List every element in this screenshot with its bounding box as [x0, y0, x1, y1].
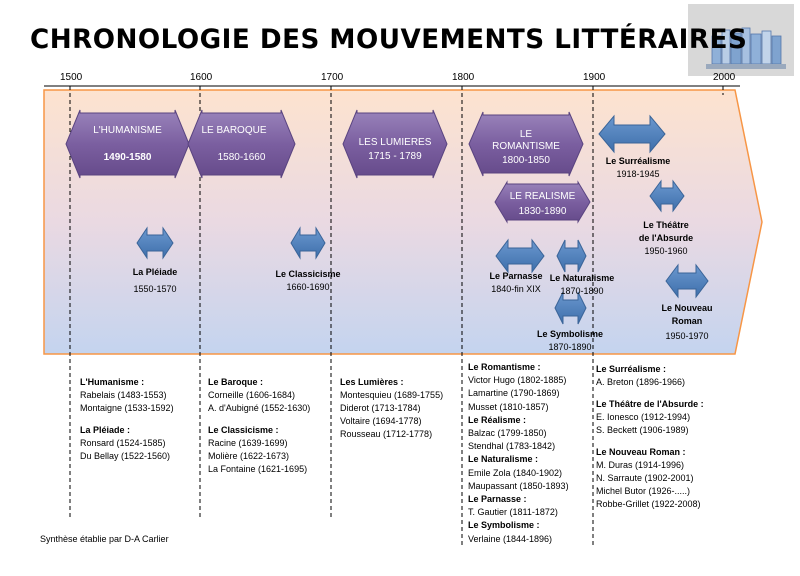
author-item: Molière (1622-1673) — [208, 451, 290, 461]
authors-col-1600 — [208, 376, 310, 476]
symbolisme-dates: 1870-1890 — [548, 342, 592, 352]
author-heading: Le Naturalisme : — [468, 454, 539, 465]
author-item: Montesquieu (1689-1755) — [340, 390, 444, 400]
lumieres-name: LES LUMIERES — [358, 137, 432, 148]
pleiade-name: La Pléiade — [132, 267, 178, 277]
romantisme-name-line1: LE — [519, 129, 533, 140]
author-heading: Le Surréalisme : — [596, 364, 667, 374]
absurde-label — [624, 219, 708, 258]
nouveau-roman-label — [650, 302, 724, 343]
author-heading: Le Romantisme : — [468, 362, 541, 372]
footer-credit: Synthèse établie par D-A Carlier — [40, 534, 169, 544]
author-item: Musset (1810-1857) — [468, 401, 549, 412]
author-item: S. Beckett (1906-1989) — [596, 425, 689, 435]
author-item: Michel Butor (1926-.....) — [596, 486, 691, 496]
page-title: CHRONOLOGIE DES MOUVEMENTS LITTÉRAIRES — [30, 24, 748, 55]
nouveau-roman-name-line2: Roman — [671, 316, 703, 326]
author-item: Corneille (1606-1684) — [208, 390, 296, 400]
arrow-humanisme — [66, 110, 189, 178]
humanisme-dates: 1490-1580 — [103, 152, 152, 163]
baroque-dates: 1580-1660 — [217, 152, 266, 163]
author-heading: Le Théâtre de l'Absurde : — [596, 399, 704, 409]
author-item: N. Sarraute (1902-2001) — [596, 473, 694, 483]
author-item: E. Ionesco (1912-1994) — [596, 412, 691, 422]
author-item: Balzac (1799-1850) — [468, 428, 547, 439]
author-item: Racine (1639-1699) — [208, 438, 288, 448]
surrealisme-dates: 1918-1945 — [616, 169, 660, 179]
year-label-1800: 1800 — [452, 72, 475, 83]
realisme-name: LE REALISME — [509, 191, 576, 202]
authors-col-1500 — [80, 376, 174, 463]
year-label-1700: 1700 — [321, 72, 344, 83]
classicisme-name: Le Classicisme — [275, 269, 341, 279]
author-item: Lamartine (1790-1869) — [468, 388, 560, 399]
author-heading: Le Symbolisme : — [468, 520, 540, 531]
naturalisme-label — [542, 272, 622, 298]
symbolisme-name: Le Symbolisme — [536, 329, 604, 339]
pleiade-dates: 1550-1570 — [133, 284, 177, 294]
parnasse-name: Le Parnasse — [489, 271, 543, 281]
absurde-dates: 1950-1960 — [644, 246, 688, 256]
author-item: Du Bellay (1522-1560) — [80, 451, 171, 461]
lumieres-dates: 1715 - 1789 — [368, 151, 422, 162]
author-item: Emile Zola (1840-1902) — [468, 467, 563, 478]
romantisme-name-line2: ROMANTISME — [492, 141, 560, 152]
author-item: Diderot (1713-1784) — [340, 403, 421, 413]
author-heading: L'Humanisme : — [80, 377, 145, 387]
author-heading: La Pléiade : — [80, 425, 131, 435]
author-item: Verlaine (1844-1896) — [468, 533, 553, 544]
humanisme-name: L'HUMANISME — [93, 125, 162, 136]
author-item: Voltaire (1694-1778) — [340, 416, 422, 426]
author-heading: Le Classicisme : — [208, 425, 279, 435]
authors-col-1900 — [596, 363, 704, 511]
symbolisme-label — [530, 328, 610, 354]
author-item: M. Duras (1914-1996) — [596, 460, 685, 470]
author-item: T. Gautier (1811-1872) — [468, 507, 558, 518]
author-heading: Le Parnasse : — [468, 494, 527, 505]
pleiade-label — [105, 266, 205, 296]
author-item: Robbe-Grillet (1922-2008) — [596, 499, 701, 509]
author-item: Ronsard (1524-1585) — [80, 438, 166, 448]
year-label-1900: 1900 — [583, 72, 606, 83]
author-item: Stendhal (1783-1842) — [468, 441, 556, 452]
author-item: Rousseau (1712-1778) — [340, 429, 433, 439]
author-heading: Le Baroque : — [208, 377, 264, 387]
author-item: A. Breton (1896-1966) — [596, 377, 686, 387]
author-item: Maupassant (1850-1893) — [468, 480, 569, 491]
classicisme-dates: 1660-1690 — [286, 282, 330, 292]
author-item: Rabelais (1483-1553) — [80, 390, 167, 400]
author-heading: Le Nouveau Roman : — [596, 447, 686, 457]
naturalisme-dates: 1870-1890 — [560, 286, 604, 296]
year-label-2000: 2000 — [713, 72, 736, 83]
author-item: La Fontaine (1621-1695) — [208, 464, 308, 474]
surrealisme-name: Le Surréalisme — [605, 156, 671, 166]
nouveau-roman-dates: 1950-1970 — [665, 331, 709, 341]
authors-col-1800 — [468, 361, 569, 546]
author-item: A. d'Aubigné (1552-1630) — [208, 403, 311, 413]
romantisme-dates: 1800-1850 — [502, 155, 550, 166]
nouveau-roman-name-line1: Le Nouveau — [661, 303, 713, 313]
author-item: Montaigne (1533-1592) — [80, 403, 174, 413]
author-item: Victor Hugo (1802-1885) — [468, 375, 567, 386]
absurde-name-line2: de l'Absurde — [638, 233, 694, 243]
surrealisme-label — [598, 155, 678, 181]
year-label-1500: 1500 — [60, 72, 83, 83]
author-heading: Le Réalisme : — [468, 414, 527, 425]
author-heading: Les Lumières : — [340, 377, 404, 387]
naturalisme-name: Le Naturalisme — [549, 273, 615, 283]
parnasse-dates: 1840-fin XIX — [491, 284, 541, 294]
authors-col-1700 — [340, 376, 443, 441]
classicisme-label — [263, 268, 353, 294]
baroque-name: LE BAROQUE — [201, 125, 267, 136]
arrow-baroque — [188, 110, 295, 178]
realisme-dates: 1830-1890 — [518, 206, 567, 217]
year-label-1600: 1600 — [190, 72, 213, 83]
absurde-name-line1: Le Théâtre — [643, 220, 689, 230]
